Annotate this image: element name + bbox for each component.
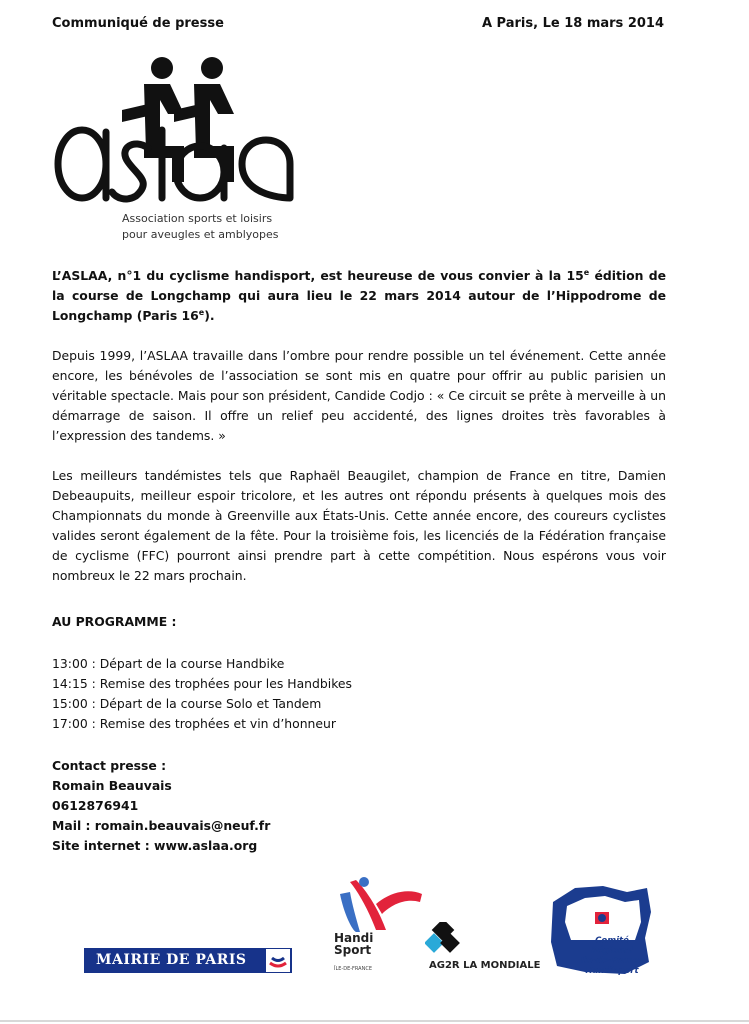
document-type: Communiqué de presse — [52, 16, 224, 31]
sponsor-logos — [0, 870, 749, 990]
comite-label-2: Ile-de-France — [580, 956, 644, 966]
contact-mail: Mail : romain.beauvais@neuf.fr — [52, 818, 271, 833]
ag2r-label: AG2R LA MONDIALE — [429, 960, 541, 971]
aslaa-logo — [52, 52, 312, 252]
contact-website: Site internet : www.aslaa.org — [52, 838, 258, 853]
logo-tagline-2: pour aveugles et amblyopes — [122, 228, 279, 241]
programme-item: 15:00 : Départ de la course Solo et Tandem — [52, 696, 322, 711]
place-date: A Paris, Le 18 mars 2014 — [481, 16, 664, 31]
comite-regional-logo — [545, 882, 655, 978]
contact-title: Contact presse : — [52, 758, 167, 773]
comite-label-1: Comité Régional — [591, 936, 633, 956]
contact-block — [52, 756, 666, 856]
page-bottom-divider — [0, 1020, 749, 1022]
riders-paragraph: Les meilleurs tandémistes tels que Raphaël Beaugilet, champion de France en titre, Damien Debeaupuits, meilleur espoir tricolore, et les autres ont répondu présents à quelques mois des Championnats du monde à Greenville aux États-Unis. Cette année encore, des coureurs cyclistes valides seront également de la fête. Pour la troisième fois, les licenciés de la Fédération française de cyclisme (FFC) pourront ainsi prendre part à cette compétition. Nous espérons vous voir nombreux le 22 mars prochain. — [52, 468, 666, 583]
programme-list — [52, 654, 666, 734]
programme-item: 17:00 : Remise des trophées et vin d’honneur — [52, 716, 336, 731]
ag2r-logo — [425, 922, 555, 974]
paris-ship-icon — [266, 949, 290, 972]
comite-label-3: Handisport — [585, 966, 639, 976]
contact-name: Romain Beauvais — [52, 778, 172, 793]
handisport-sub: ÎLE-DE-FRANCE — [334, 966, 372, 972]
contact-phone: 0612876941 — [52, 798, 139, 813]
history-paragraph: Depuis 1999, l’ASLAA travaille dans l’ombre pour rendre possible un tel événement. Cette année encore, les bénévoles de l’association se sont mis en quatre pour offrir au public parisien un véritable spectacle. Mais pour son président, Candide Codjo : « Ce circuit se prête à merveille à un démarrage de saison. Il offre un relief peu accidenté, des lignes droites très favorables à l’expression des tandems. » — [52, 348, 666, 443]
mairie-de-paris-logo: MAIRIE DE PARIS — [84, 948, 292, 973]
ag2r-icon — [425, 922, 465, 958]
intro-paragraph: L’ASLAA, n°1 du cyclisme handisport, est heureuse de vous convier à la 15e édition de la course de Longchamp qui aura lieu le 22 mars 2014 autour de l’Hippodrome de Longchamp (Paris 16e). — [52, 267, 666, 323]
handisport-label-1: Handi — [334, 931, 374, 945]
handisport-logo — [330, 874, 426, 982]
programme-title: AU PROGRAMME : — [52, 614, 177, 629]
handisport-label-2: Sport — [334, 943, 372, 957]
programme-item: 14:15 : Remise des trophées pour les Handbikes — [52, 676, 353, 691]
programme-item: 13:00 : Départ de la course Handbike — [52, 656, 285, 671]
logo-tagline-1: Association sports et loisirs — [122, 212, 273, 225]
handisport-icon — [330, 874, 426, 934]
